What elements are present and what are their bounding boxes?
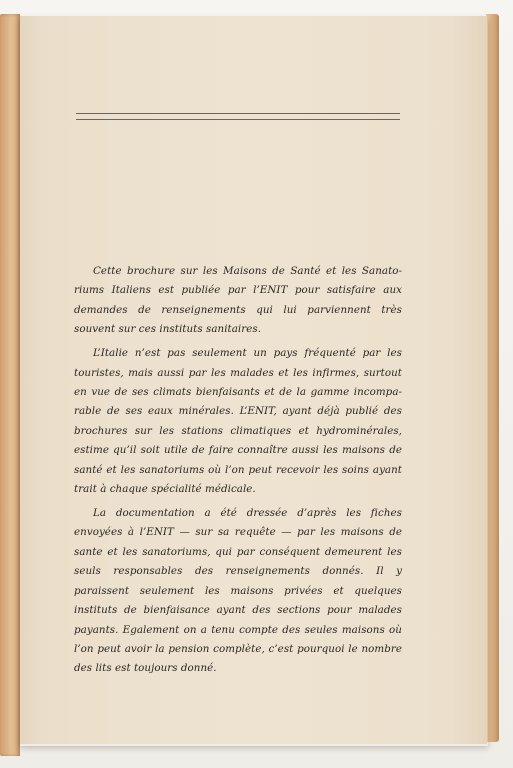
body-text xyxy=(74,262,402,683)
header-rule-top xyxy=(76,113,400,114)
header-rule-bottom xyxy=(76,119,400,120)
paragraph-documentation: La documentation a été dressée d’après les fiches envoyées à l’ENIT — sur sa requête — par les maisons de sante et les sanatoriums, qui par conséquent demeurent les seuls responsables des renseignements donnés. Il y paraissent seulement les maisons privées et quelques instituts de bienfaisance ayant des sections pour malades payants. Egalement on a tenu compte des seules maisons où l’on peut avoir la pension complète, c’est pourquoi le nombre des lits est toujours donné. xyxy=(74,507,402,675)
brochure-page xyxy=(20,16,487,744)
paragraph-italy: L’Italie n’est pas seulement un pays fréquenté par les touristes, mais aussi par les malades et les infirmes, surtout en vue de ses climats bienfaisants et de la gamme incomparable de ses eaux minérales. L’ENIT, ayant déjà publié des brochures sur les stations climatiques et hydrominérales, estime qu’il soit utile de faire connaître aussi les maisons de santé et les sanatoriums où l’on peut recevoir les soins ayant trait à chaque spécialité médicale. xyxy=(74,347,402,496)
left-cover-edge xyxy=(0,14,20,756)
paragraph-intro: Cette brochure sur les Maisons de Santé et les Sanatoriums Italiens est publiée par l’ENIT pour satisfaire aux demandes de renseignements qui lui parviennent très souvent sur ces instituts sanitaires. xyxy=(74,265,402,336)
